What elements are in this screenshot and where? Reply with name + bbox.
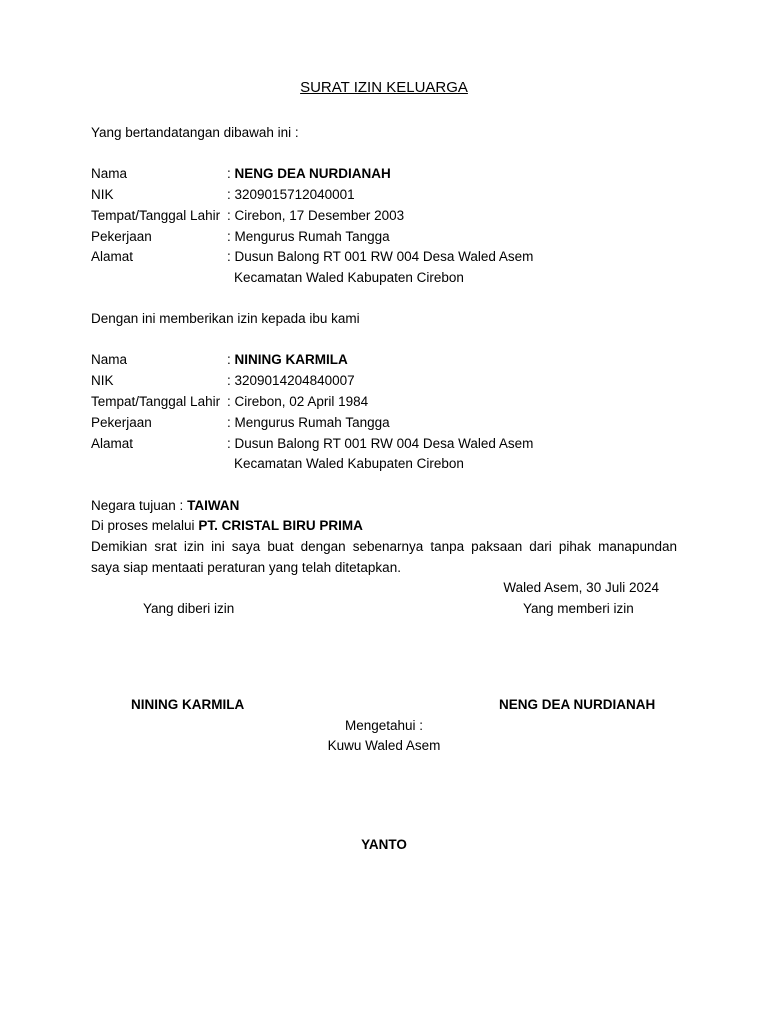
giver-caption: Yang memberi izin (523, 601, 634, 616)
giver-alamat-line2: Kecamatan Waled Kabupaten Cirebon (234, 270, 464, 285)
giver-alamat-label: Alamat (91, 249, 134, 264)
receiver-pekerjaan: Mengurus Rumah Tangga (234, 415, 390, 430)
giver-name: NENG DEA NURDIANAH (234, 166, 391, 181)
giver-pekerjaan-label: Pekerjaan (91, 229, 152, 244)
closing-line-2: saya siap mentaati peraturan yang telah ditetapkan. (91, 560, 401, 575)
document-title: SURAT IZIN KELUARGA (300, 79, 468, 96)
receiver-alamat-label: Alamat (91, 436, 134, 451)
receiver-nik: 3209014204840007 (234, 373, 355, 388)
acknowledged-name: YANTO (361, 837, 407, 852)
receiver-ttl-label: Tempat/Tanggal Lahir (91, 394, 221, 409)
giver-nik-label: NIK (91, 187, 114, 202)
giver-nama-label: Nama (91, 166, 128, 181)
receiver-caption: Yang diberi izin (143, 601, 235, 616)
acknowledged-title: Kuwu Waled Asem (327, 738, 441, 753)
giver-nama-value: : NENG DEA NURDIANAH (227, 166, 391, 181)
receiver-nama-label: Nama (91, 352, 128, 367)
intro-text: Yang bertandatangan dibawah ini : (91, 125, 299, 140)
giver-nik: 3209015712040001 (234, 187, 355, 202)
receiver-nik-value: : 3209014204840007 (227, 373, 355, 388)
place-date: Waled Asem, 30 Juli 2024 (503, 580, 659, 595)
giver-ttl-value: : Cirebon, 17 Desember 2003 (227, 208, 405, 223)
process-company: PT. CRISTAL BIRU PRIMA (198, 518, 363, 533)
acknowledged-label: Mengetahui : (344, 718, 424, 733)
giver-signature-name: NENG DEA NURDIANAH (499, 697, 656, 712)
receiver-alamat-line1: Dusun Balong RT 001 RW 004 Desa Waled Asem (234, 436, 534, 451)
destination-line (91, 498, 239, 514)
receiver-alamat-value: : Dusun Balong RT 001 RW 004 Desa Waled Asem (227, 436, 534, 451)
receiver-name: NINING KARMILA (234, 352, 348, 367)
receiver-signature-name: NINING KARMILA (131, 697, 245, 712)
receiver-nama-value: : NINING KARMILA (227, 352, 348, 367)
giver-alamat-value: : Dusun Balong RT 001 RW 004 Desa Waled Asem (227, 249, 534, 264)
giver-pekerjaan-value: : Mengurus Rumah Tangga (227, 229, 390, 244)
receiver-ttl: Cirebon, 02 April 1984 (234, 394, 369, 409)
giver-pekerjaan: Mengurus Rumah Tangga (234, 229, 390, 244)
receiver-ttl-value: : Cirebon, 02 April 1984 (227, 394, 369, 409)
receiver-nik-label: NIK (91, 373, 114, 388)
receiver-pekerjaan-value: : Mengurus Rumah Tangga (227, 415, 390, 430)
destination-country: TAIWAN (187, 498, 240, 513)
receiver-pekerjaan-label: Pekerjaan (91, 415, 152, 430)
permission-text: Dengan ini memberikan izin kepada ibu kami (91, 311, 360, 326)
closing-line-1: Demikian srat izin ini saya buat dengan sebenarnya tanpa paksaan dari pihak manapundan (91, 539, 677, 554)
giver-nik-value: : 3209015712040001 (227, 187, 355, 202)
process-line (91, 518, 363, 534)
giver-ttl: Cirebon, 17 Desember 2003 (234, 208, 405, 223)
giver-alamat-line1: Dusun Balong RT 001 RW 004 Desa Waled Asem (234, 249, 534, 264)
giver-ttl-label: Tempat/Tanggal Lahir (91, 208, 221, 223)
receiver-alamat-line2: Kecamatan Waled Kabupaten Cirebon (234, 456, 464, 471)
destination-label: Negara tujuan : (91, 498, 184, 513)
process-label: Di proses melalui (91, 518, 195, 533)
